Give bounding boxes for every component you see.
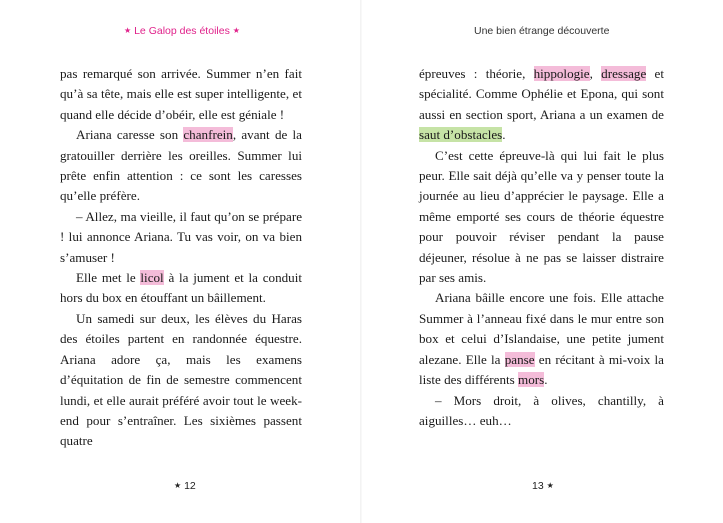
text-run: . bbox=[502, 127, 506, 143]
left-paragraph-1 bbox=[60, 64, 302, 125]
right-page bbox=[362, 0, 723, 523]
text-run: à la jument et la conduit hors du box en étouffant un bâillement. bbox=[60, 270, 302, 306]
right-page-number bbox=[532, 480, 554, 492]
star-icon: ★ bbox=[174, 481, 182, 490]
text-run: en récitant à mi-voix la liste des différents bbox=[419, 351, 664, 388]
left-paragraph-3: – Allez, ma vieille, il faut qu’on se prépare ! lui annonce Ariana. Tu vas voir, on va bien s’amuser ! bbox=[60, 208, 302, 265]
text-run: Ariana bâille encore une fois. Elle attache Summer à l’anneau fixé dans le mur entre son box et celui d’Islandaise, une petite jument alezane. Elle la bbox=[419, 290, 664, 367]
right-paragraph-4: – Mors droit, à olives, chantilly, à aiguilles… euh… bbox=[419, 392, 664, 428]
text-line: qu’à sa tête, mais elle est super intelligente, bbox=[60, 86, 290, 102]
left-paragraph-5: Un samedi sur deux, les élèves du Haras des étoiles partent en randonnée équestre. Ariana adore ça, mais les examens d’équitation de fin de semestre commencent lundi, et elle aurait préféré avoir tout le week-end pour s’entraîner. Les sixièmes passent quatre bbox=[60, 310, 302, 449]
text-run: Ariana caresse son bbox=[76, 127, 184, 143]
right-paragraph-2: C’est cette épreuve-là qui lui fait le plus peur. Elle sait déjà qu’elle va y penser toute la journée au lieu d’apprécier le paysage. Elle a même emporté ses cours de théorie équestre pour pouvoir réviser pendant la pause déjeuner, résolue à ne pas se laisser distraire par ses amis. bbox=[419, 147, 664, 286]
left-paragraph-4 bbox=[60, 268, 302, 309]
star-icon: ★ bbox=[546, 481, 554, 490]
left-body-text bbox=[60, 64, 302, 452]
highlight-saut-obstacles: saut d’obstacles bbox=[419, 127, 503, 143]
text-line: et quand elle décide d’obéir, elle est géniale ! bbox=[60, 86, 302, 122]
right-paragraph-1 bbox=[419, 64, 664, 146]
left-paragraph-2 bbox=[60, 125, 302, 207]
highlight-chanfrein: chanfrein bbox=[183, 127, 233, 143]
highlight-panse: panse bbox=[504, 351, 535, 367]
highlight-mors: mors bbox=[518, 372, 545, 388]
left-folio-text: 12 bbox=[184, 480, 196, 492]
star-icon: ★ bbox=[124, 26, 132, 35]
highlight-dressage: dressage bbox=[601, 66, 647, 81]
right-running-head: Une bien étrange découverte bbox=[474, 25, 610, 37]
text-run: , bbox=[589, 66, 602, 81]
text-run: , avant de la gratouiller derrière les oreilles. Summer lui prête enfin attention : ce sont les caresses qu’elle préfère. bbox=[60, 127, 302, 204]
left-page bbox=[0, 0, 361, 523]
right-folio-text: 13 bbox=[532, 480, 544, 492]
right-paragraph-3 bbox=[419, 288, 664, 390]
left-running-head-text: Le Galop des étoiles bbox=[134, 25, 230, 37]
text-run: . bbox=[544, 372, 548, 388]
text-run: Elle met le bbox=[76, 270, 141, 286]
highlight-licol: licol bbox=[140, 270, 164, 286]
left-page-number bbox=[174, 480, 196, 492]
text-run: et spécialité. Comme Ophélie et Epona, qui sont aussi en section sport, Ariana a un examen de bbox=[419, 66, 664, 122]
text-run: épreuves : théorie, bbox=[419, 66, 534, 81]
left-running-head bbox=[124, 25, 240, 37]
star-icon: ★ bbox=[232, 26, 240, 35]
text-line: pas remarqué son arrivée. Summer n’en fait bbox=[60, 66, 302, 81]
right-body-text bbox=[419, 64, 664, 431]
highlight-hippologie: hippologie bbox=[533, 66, 590, 81]
